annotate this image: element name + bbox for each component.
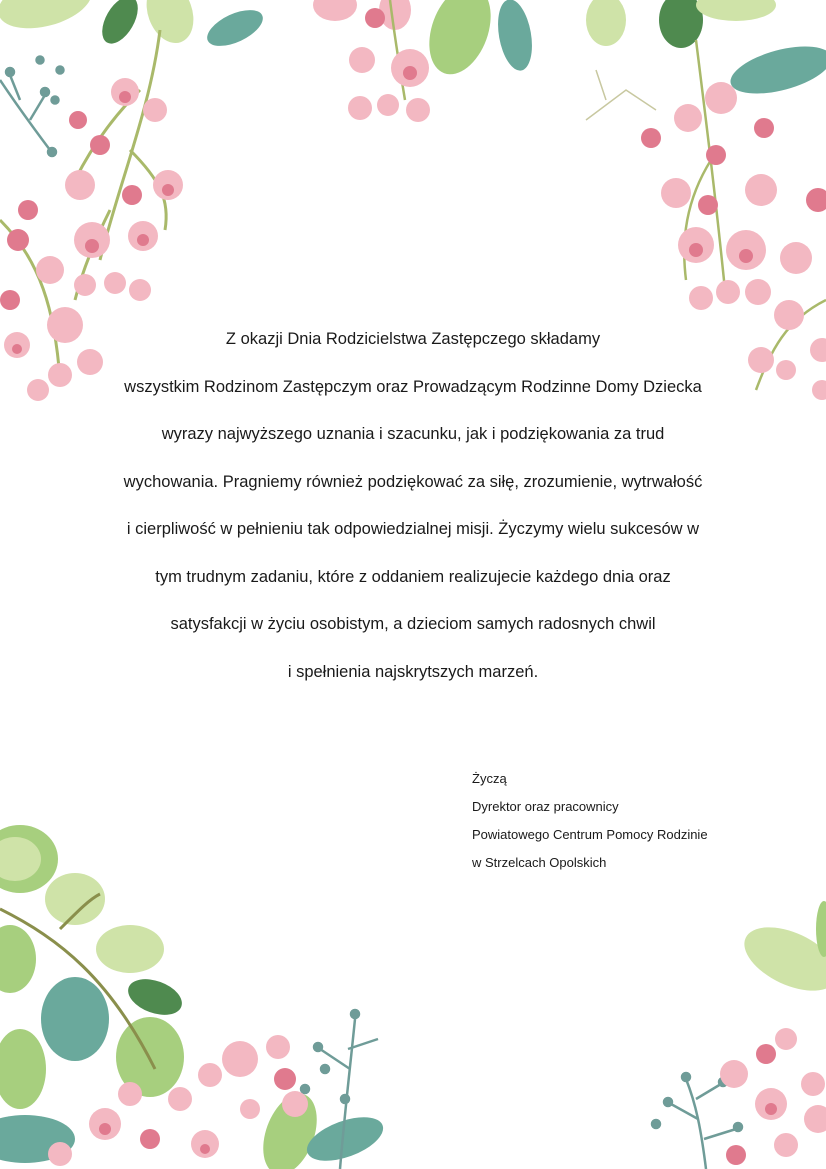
eucalyptus-leaves — [0, 825, 389, 1169]
leaves — [586, 0, 826, 103]
message-line: wychowania. Pragniemy również podziękować za siłę, zrozumienie, wytrwałość — [123, 472, 703, 491]
signature-line: w Strzelcach Opolskich — [472, 855, 607, 870]
message-line: i cierpliwość w pełnieniu tak odpowiedzialnej misji. Życzymy wielu sukcesów w — [126, 520, 700, 538]
signature-line: Życzą — [472, 771, 507, 786]
message-line: i spełnienia najskrytszych marzeń. — [287, 662, 539, 681]
message-line: wyrazy najwyższego uznania i szacunku, jak i podziękowania za trud — [161, 425, 665, 443]
floral-top-center-icon — [300, 0, 540, 140]
message-line: Z okazji Dnia Rodzicielstwa Zastępczego składamy — [225, 330, 601, 348]
signature-block — [472, 765, 792, 877]
white-sprig — [586, 70, 656, 120]
pink-buds — [720, 1028, 826, 1165]
floral-corner-bottom-right-icon — [626, 919, 826, 1169]
message-line: tym trudnym zadaniu, które z oddaniem realizujecie każdego dnia oraz — [155, 567, 671, 586]
leaf-cluster — [0, 0, 268, 53]
floral-corner-bottom-left-icon — [0, 829, 360, 1169]
signature-line: Powiatowego Centrum Pomocy Rodzinie — [472, 827, 708, 842]
message-line: satysfakcji w życiu osobistym, a dzieciom samych radosnych chwil — [170, 615, 656, 633]
leaves — [735, 901, 826, 1004]
message-line: wszystkim Rodzinom Zastępczym oraz Prowadzącym Rodzinne Domy Dziecka — [124, 377, 702, 396]
berry-sprig — [0, 57, 64, 157]
greeting-message — [90, 316, 736, 696]
signature-line: Dyrektor oraz pracownicy — [472, 799, 619, 814]
